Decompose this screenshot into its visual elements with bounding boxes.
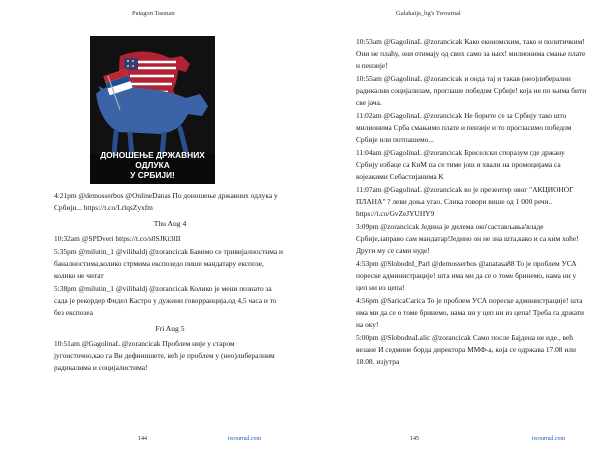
tweet-entry: 5:38pm @milutin_1 @vilibaldj @zorancicak Колико је мени познато за сада је рекордер Фидел Кастро у дужини говорранција,од 4,5 часа и то без експозеа: [54, 284, 277, 317]
tweet-entry: 10:51am @GagolinaL @zorancicak Проблем није у старом југоисточно,као га Ви дефинишете, већ је проблем у (нео)либералним радикалима и социјалистима!: [54, 339, 275, 372]
image-caption-line2: У СРБИЈИ!: [130, 170, 175, 180]
tweet-entry: 11:07am @GagolinaL @zorancicak во је презентер овог "АКЦИОНОГ ПЛАНА" ? леви доња угао. Слика говори више од 1 000 речи.. https://t.co/GvZeJYUHY9: [356, 185, 574, 218]
date-heading: Thu Aug 4: [153, 219, 187, 228]
image-caption: [90, 150, 215, 180]
image-caption-line1: ДОНОШЕЊЕ ДРЖАВНИХ ОДЛУКА: [100, 150, 205, 170]
page-number: 145: [410, 436, 419, 442]
tweet-entry: 5:35pm @milutin_1 @vilibaldj @zorancicak Бавимо се тривијалностима и баналностима,колико стрмима експозедо пише мандатару експозе, колико не читат: [54, 247, 283, 280]
footer-link[interactable]: twournal.com: [228, 436, 262, 442]
tweet-entry: 3:09pm @zorancicak Једина је дилема око'састављања'владе Србије,заправо сам мандатар!Једино он не зна шта,како и са ким хоће!Други му се сами нуде!: [356, 222, 579, 255]
left-page-header: Patagon Tasman: [132, 10, 175, 17]
tweet-entry: 4:56pm @SaricaCarica То је проблем УСА пореске администрације! шта има ми да се о томе бринемо, нама ни у цеп ни из цепа! Треба га држати на оку!: [356, 296, 585, 329]
tweet-entry: 10:55am @GagolinaL @zorancicak и онда тај и такав (нео)либерални радикални социјализам, проглаше победом Србије! која не по њима бити све јача.: [356, 74, 587, 107]
date-heading: Fri Aug 5: [155, 324, 185, 333]
right-page: [300, 0, 600, 450]
page-number: 144: [138, 436, 147, 442]
right-tweet-flow: [356, 36, 588, 369]
tweet-entry: 5:00pm @SlobodnaLalic @zorancicak Само после Бајдена не иде., већ везане И седмине борда директора ММФ-а, која се одржава 17.08 или 18.08. изјутра: [356, 333, 576, 366]
tweet-entry: 4:21pm @demosserbos @OnlineDanas По доношење државних одлука у Србији... https://t.co/LrlqsZyxfm: [54, 191, 278, 212]
footer-link[interactable]: twournal.com: [532, 436, 566, 442]
tweet-entry: 10:32am @SPDveri https://t.co/s0SJKt3lII: [54, 234, 181, 243]
tweet-entry: 4:53pm @SlobodnI_Parl @demosserbos @anatasa88 То је проблем УСА пореске администрације! шта има ми да се о томе бринемо, нама ни у цеп ни из цепа!: [356, 259, 577, 292]
right-page-header: Galakaija_bg's Twournal: [396, 10, 461, 17]
political-cartoon-image: [90, 36, 215, 184]
tweet-entry: 11:02am @GagolinaL @zorancicak Не борите се за Србију тако што милионима Срба смањимо плате и пензије и то проглаcимо победом Србије или потпашемо...: [356, 111, 572, 144]
left-tweet-flow: [54, 190, 286, 375]
tweet-entry: 11:04am @GagolinaL @zorancicak Бриселски споразум где држану Србију избаце са КиМ па се тиме још и хвали на промоцијама са којеакими Себастијанима К: [356, 148, 565, 181]
tweet-entry: 10:53am @GagolinaL @zorancicak Како економским, тако и политичким! Они не плаћу, они отимају од свих само за њих! милионима смање плате и пензије!: [356, 37, 586, 70]
